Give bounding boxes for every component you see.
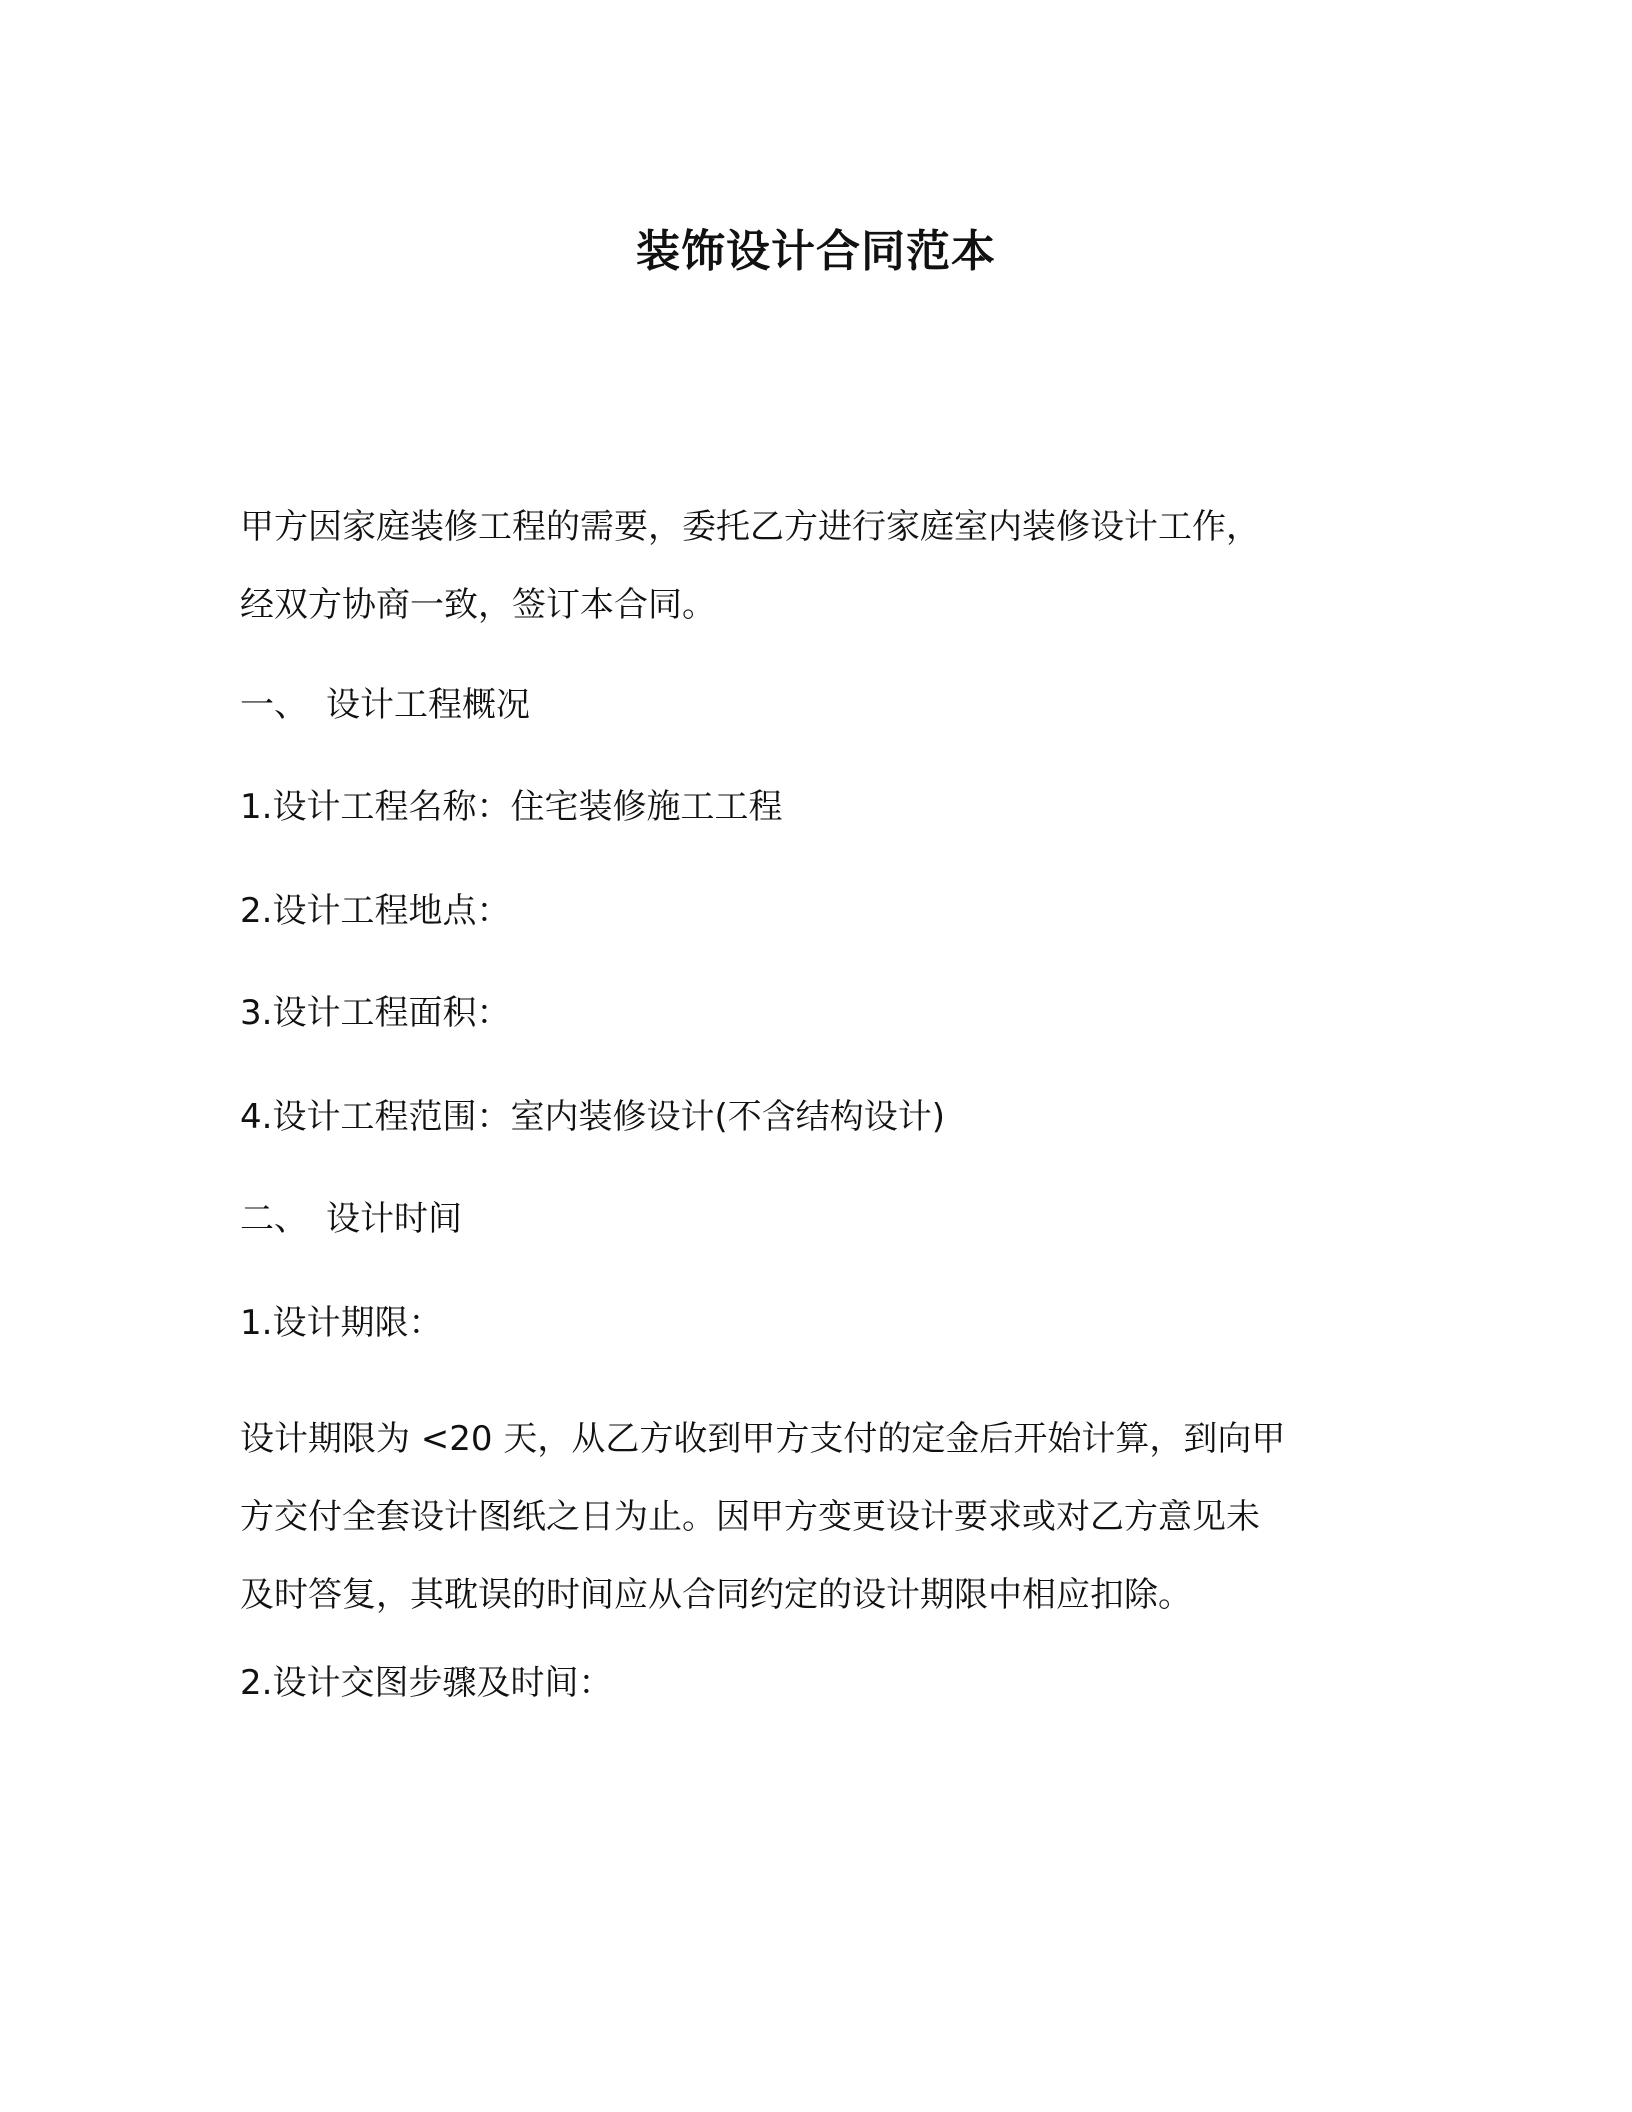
- section-2-item-1-body: [240, 1400, 1390, 1634]
- body-line-2: 方交付全套设计图纸之日为止。因甲方变更设计要求或对乙方意见未: [240, 1497, 1260, 1537]
- section-1-number: 一、: [240, 685, 308, 725]
- section-2-title: 设计时间: [326, 1199, 462, 1239]
- section-1-item-3: [240, 974, 1390, 1052]
- section-2-item-2: [240, 1644, 1390, 1722]
- intro-paragraph: [240, 488, 1390, 644]
- item-label: 2.设计工程地点：: [240, 891, 511, 931]
- body-line-1: 设计期限为 <20 天，从乙方收到甲方支付的定金后开始计算，到向甲: [240, 1419, 1286, 1459]
- item-label: 3.设计工程面积：: [240, 993, 511, 1033]
- section-1-item-1: [240, 768, 1390, 846]
- section-1-item-4: [240, 1078, 1390, 1156]
- intro-line-1: 甲方因家庭装修工程的需要，委托乙方进行家庭室内装修设计工作，: [240, 507, 1260, 547]
- item-label: 2.设计交图步骤及时间：: [240, 1663, 613, 1703]
- section-1-title: 设计工程概况: [326, 685, 530, 725]
- section-2-number: 二、: [240, 1199, 308, 1239]
- section-1-heading: [240, 666, 1390, 744]
- item-label: 4.设计工程范围：: [240, 1097, 511, 1137]
- section-2-heading: [240, 1180, 1390, 1258]
- section-1-item-2: [240, 872, 1390, 950]
- item-value: 住宅装修施工工程: [510, 787, 783, 827]
- item-value: 室内装修设计(不含结构设计): [510, 1097, 945, 1137]
- intro-line-2: 经双方协商一致，签订本合同。: [240, 585, 716, 625]
- body-line-3: 及时答复，其耽误的时间应从合同约定的设计期限中相应扣除。: [240, 1575, 1192, 1615]
- section-2-item-1: [240, 1284, 1390, 1362]
- document-title: 装饰设计合同范本: [636, 226, 996, 277]
- item-label: 1.设计工程名称：: [240, 787, 511, 827]
- item-label: 1.设计期限：: [240, 1303, 443, 1343]
